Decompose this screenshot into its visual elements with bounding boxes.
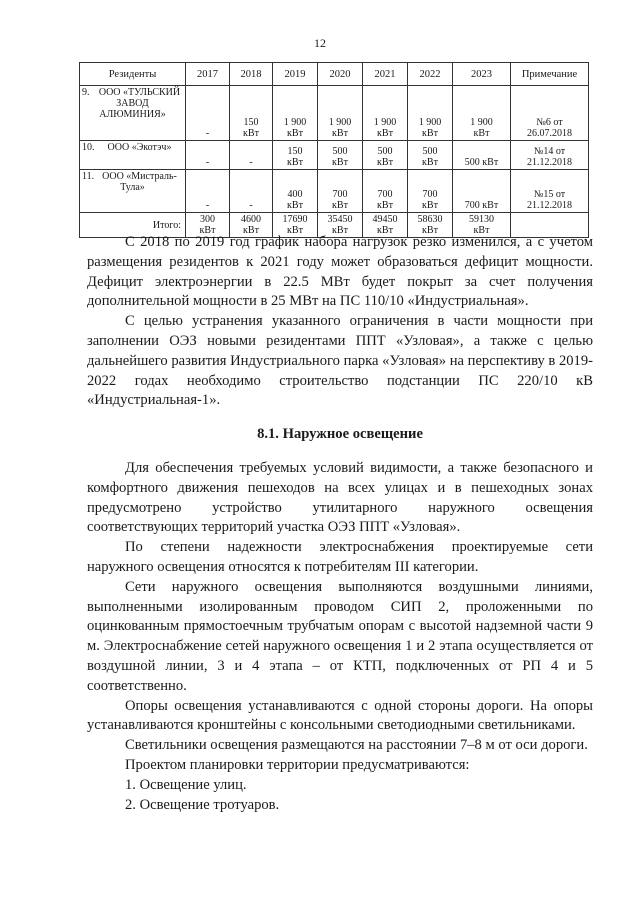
header-2021: 2021 <box>363 63 408 86</box>
cell-2021: 500 кВт <box>363 141 408 170</box>
cell-2020: 700 кВт <box>318 170 363 213</box>
cell-note: №6 от 26.07.2018 <box>511 86 589 141</box>
cell-2019: 1 900 кВт <box>273 86 318 141</box>
body-text <box>87 233 593 815</box>
header-note: Примечание <box>511 63 589 86</box>
table-row <box>80 141 589 170</box>
header-2017: 2017 <box>186 63 230 86</box>
row-number: 9. <box>82 87 90 98</box>
total-2020: 35450 кВт <box>318 213 363 238</box>
section-heading: 8.1. Наружное освещение <box>257 426 423 443</box>
table-row <box>80 86 589 141</box>
paragraph: Для обеспечения требуемых условий видимости, а также безопасного и комфортного движения пешеходов на всех улицах и в пешеходных зонах предусмотрено устройство утилитарного наружного освещения соответствующих территорий участка ОЭЗ ППТ «Узловая». <box>87 459 593 536</box>
total-label: Итого: <box>80 213 186 238</box>
total-2018: 4600 кВт <box>230 213 273 238</box>
list-item: 1. Освещение улиц. <box>125 776 247 793</box>
header-2022: 2022 <box>408 63 453 86</box>
table-row <box>80 170 589 213</box>
cell-2023: 700 кВт <box>453 170 511 213</box>
cell-2022: 700 кВт <box>408 170 453 213</box>
header-2023: 2023 <box>453 63 511 86</box>
cell-2022: 1 900 кВт <box>408 86 453 141</box>
table-header-row <box>80 63 589 86</box>
cell-2023: 500 кВт <box>453 141 511 170</box>
row-number: 11. <box>82 171 95 182</box>
list-item: 2. Освещение тротуаров. <box>125 796 280 813</box>
header-2019: 2019 <box>273 63 318 86</box>
paragraph: По степени надежности электроснабжения проектируемые сети наружного освещения относятся к потребителям III категории. <box>87 539 593 575</box>
paragraph: Светильники освещения размещаются на расстоянии 7–8 м от оси дороги. <box>125 737 588 754</box>
resident-name <box>80 86 186 141</box>
paragraph: Сети наружного освещения выполняются воздушными линиями, выполненными изолированным проводом СИП 2, проложенными по оцинкованным прямостоечным трубчатым опорам с высотой надземной части 9 м. Электроснабжение сетей наружного освещения 1 и 2 этапа осуществляется от воздушной линии, 3 и 4 этапа – от КТП, подключенных от РП 4 и 5 соответственно. <box>87 578 593 694</box>
header-2018: 2018 <box>230 63 273 86</box>
cell-2017: - <box>186 170 230 213</box>
resident-name-text: ООО «ТУЛЬСКИЙ ЗАВОД АЛЮМИНИЯ» <box>98 87 181 120</box>
cell-2020: 500 кВт <box>318 141 363 170</box>
cell-2018: - <box>230 170 273 213</box>
total-2019: 17690 кВт <box>273 213 318 238</box>
cell-2017: - <box>186 141 230 170</box>
paragraph: С целью устранения указанного ограничения в части мощности при заполнении ОЭЗ новыми резидентами ППТ «Узловая», а также с целью дальнейшего развития Индустриального парка «Узловая» на перспективу в 2019-2022 годах необходимо строительство подстанции ПС 220/10 кВ «Индустриальная-1». <box>87 313 593 409</box>
cell-2018: 150 кВт <box>230 86 273 141</box>
cell-2021: 1 900 кВт <box>363 86 408 141</box>
total-2021: 49450 кВт <box>363 213 408 238</box>
resident-name-text: ООО «Мистраль-Тула» <box>102 171 177 193</box>
resident-name-text: ООО «Экотэч» <box>107 142 172 153</box>
row-number: 10. <box>82 142 95 153</box>
header-residents: Резиденты <box>80 63 186 86</box>
paragraph: С 2018 по 2019 год график набора нагрузок резко изменился, а с учетом размещения резидентов к 2021 году может образоваться дефицит мощности. Дефицит электроэнергии в 22.5 МВт будет покрыт за счет получения дополнительной мощности в 25 МВт на ПС 110/10 «Индустриальная». <box>87 234 593 310</box>
cell-note: №15 от 21.12.2018 <box>511 170 589 213</box>
cell-2017: - <box>186 86 230 141</box>
cell-2019: 150 кВт <box>273 141 318 170</box>
paragraph: Опоры освещения устанавливаются с одной стороны дороги. На опоры устанавливаются кронштейны с консольными светодиодными светильниками. <box>87 697 593 734</box>
cell-2021: 700 кВт <box>363 170 408 213</box>
cell-2023: 1 900 кВт <box>453 86 511 141</box>
resident-name <box>80 170 186 213</box>
cell-2020: 1 900 кВт <box>318 86 363 141</box>
total-2023: 59130 кВт <box>453 213 511 238</box>
cell-2022: 500 кВт <box>408 141 453 170</box>
total-2017: 300 кВт <box>186 213 230 238</box>
page-number: 12 <box>314 36 326 50</box>
paragraph: Проектом планировки территории предусматриваются: <box>125 756 470 773</box>
cell-note: №14 от 21.12.2018 <box>511 141 589 170</box>
cell-2018: - <box>230 141 273 170</box>
resident-name <box>80 141 186 170</box>
cell-2019: 400 кВт <box>273 170 318 213</box>
total-2022: 58630 кВт <box>408 213 453 238</box>
residents-table <box>79 62 589 238</box>
header-2020: 2020 <box>318 63 363 86</box>
